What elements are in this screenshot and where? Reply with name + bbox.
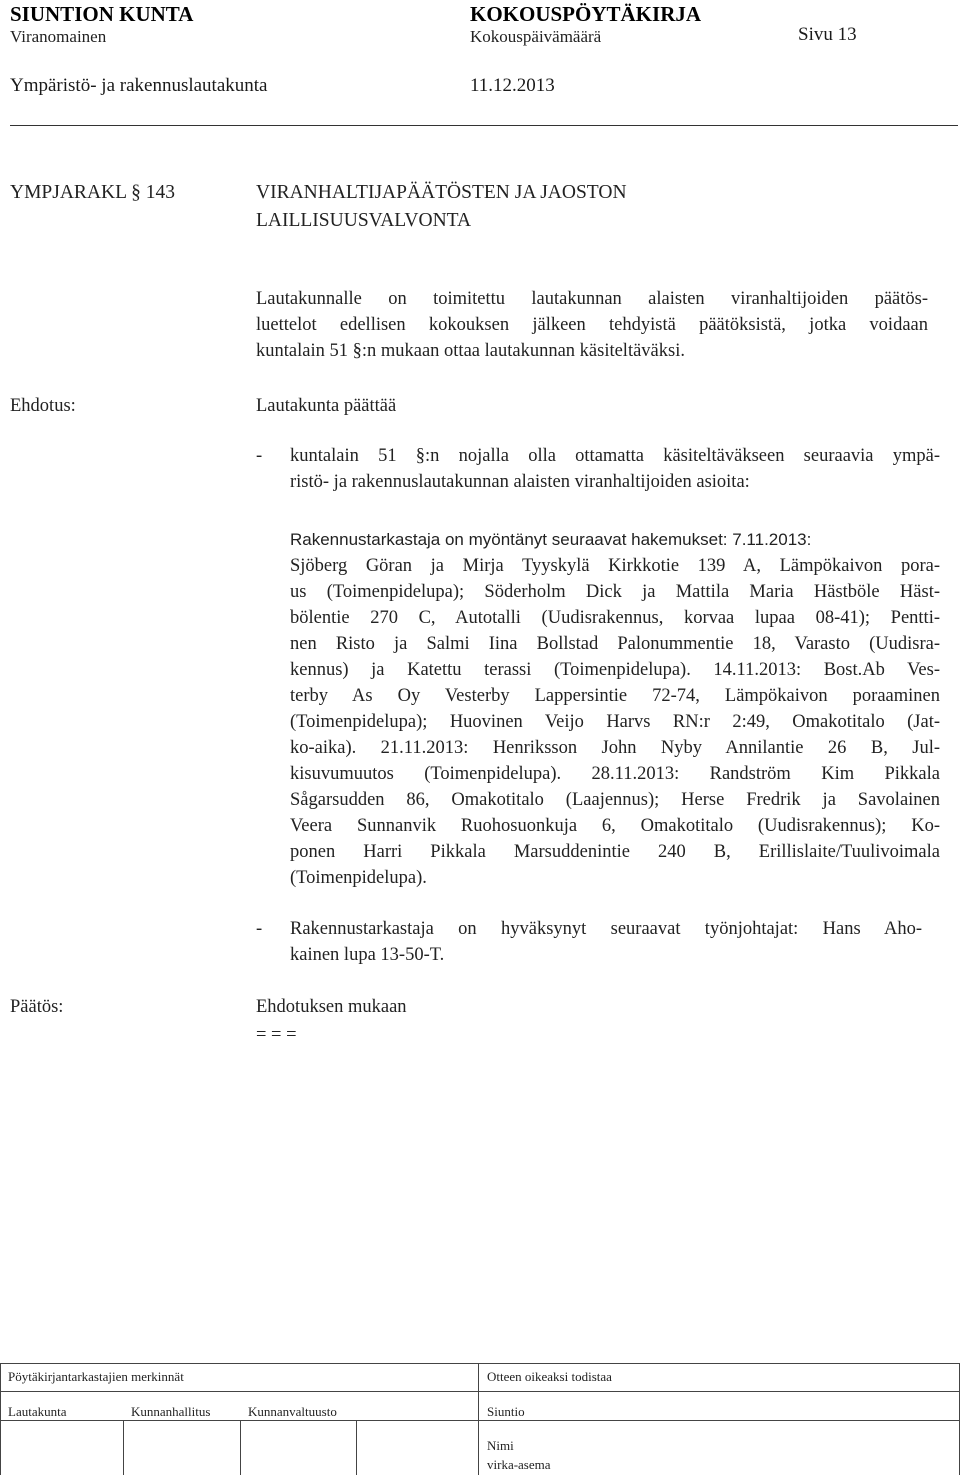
proposal-lead: Lautakunta päättää [256,396,397,416]
footer-title-label: virka-asema [487,1457,551,1472]
permit-line: terby As Oy Vesterby Lappersintie 72-74, Lämpökaivon poraaminen [290,686,940,706]
header-divider [10,125,958,126]
authority-name: Ympäristö- ja rakennuslautakunta [10,75,268,96]
bullet-1-line: kuntalain 51 §:n nojalla olla ottamatta käsiteltäväkseen seuraavia ympä- [290,446,940,466]
bullet-2-line: Rakennustarkastaja on hyväksynyt seuraavat työnjohtajat: Hans Aho- [290,919,922,939]
permit-line: Veera Sunnanvik Ruohosuonkuja 6, Omakotitalo (Uudisrakennus); Ko- [290,816,940,836]
footer-col-divider [123,1420,124,1475]
permit-line: nen Risto ja Salmi Iina Bollstad Palonummentie 18, Varasto (Uudisra- [290,634,940,654]
permit-line: (Toimenpidelupa). [290,868,427,888]
footer-name-label: Nimi [487,1438,514,1453]
permits-block [290,527,940,891]
proposal-label: Ehdotus: [10,396,76,416]
bullet-2-line: kainen lupa 13-50-T. [290,945,445,965]
footer-col-kunnanvaltuusto: Kunnanvaltuusto [248,1404,337,1419]
footer-mid-rule [0,1391,960,1392]
footer-col-lautakunta: Lautakunta [8,1404,67,1419]
footer-col-divider [356,1420,357,1475]
footer-right-title: Otteen oikeaksi todistaa [487,1369,612,1384]
bullet-2 [290,916,922,968]
permit-line: Sjöberg Göran ja Mirja Tyyskylä Kirkkotie 139 A, Lämpökaivon pora- [290,556,940,576]
footer-col-divider [240,1420,241,1475]
permits-intro: Rakennustarkastaja on myöntänyt seuraavat hakemukset: 7.11.2013: [290,530,812,549]
bullet-1 [290,443,940,495]
authority-label: Viranomainen [10,27,107,46]
page-number: Sivu 13 [798,24,857,45]
intro-line: luettelot edellisen kokouksen jälkeen tehdyistä päätöksistä, jotka voidaan [256,315,928,335]
footer-row-rule [0,1420,960,1421]
footer-col-divider [478,1363,479,1475]
permit-line: (Toimenpidelupa); Huovinen Veijo Harvs RN:r 2:49, Omakotitalo (Jat- [290,712,940,732]
footer-col-kunnanhallitus: Kunnanhallitus [131,1404,211,1419]
bullet-dash: - [256,919,263,939]
org-name: SIUNTION KUNTA [10,2,194,26]
permit-line: us (Toimenpidelupa); Söderholm Dick ja Mattila Maria Hästböle Häst- [290,582,940,602]
section-code: YMPJARAKL § 143 [10,182,176,203]
intro-line: kuntalain 51 §:n mukaan ottaa lautakunnan käsiteltäväksi. [256,341,685,361]
meeting-date: 11.12.2013 [470,75,555,96]
bullet-1-line: ristö- ja rakennuslautakunnan alaisten viranhaltijoiden asioita: [290,472,750,492]
decision-text: Ehdotuksen mukaan [256,997,407,1017]
footer-left-title: Pöytäkirjantarkastajien merkinnät [8,1369,184,1384]
permit-line: ponen Harri Pikkala Marsuddenintie 240 B, Erillislaite/Tuulivoimala [290,842,940,862]
date-label: Kokouspäivämäärä [470,27,602,46]
footer-top-rule [0,1363,960,1364]
end-mark: = = = [256,1025,297,1045]
doc-type: KOKOUSPÖYTÄKIRJA [470,2,702,26]
permit-line: kennus) ja Katettu terassi (Toimenpidelupa). 14.11.2013: Bost.Ab Ves- [290,660,940,680]
permit-line: bölentie 270 C, Autotalli (Uudisrakennus, korvaa lupaa 08-41); Pentti- [290,608,940,628]
intro-line: Lautakunnalle on toimitettu lautakunnan alaisten viranhaltijoiden päätös- [256,289,928,309]
decision-label: Päätös: [10,997,64,1017]
permit-line: Sågarsudden 86, Omakotitalo (Laajennus); Herse Fredrik ja Savolainen [290,790,940,810]
bullet-dash: - [256,446,263,466]
footer-left-border [0,1363,1,1475]
permit-line: ko-aika). 21.11.2013: Henriksson John Nyby Annilantie 26 B, Jul- [290,738,940,758]
intro-paragraph [256,286,928,364]
section-title-line-2: LAILLISUUSVALVONTA [256,210,472,231]
permit-line: kisuvumuutos (Toimenpidelupa). 28.11.2013: Randström Kim Pikkala [290,764,940,784]
footer-place: Siuntio [487,1404,525,1419]
section-title-line-1: VIRANHALTIJAPÄÄTÖSTEN JA JAOSTON [256,182,627,203]
